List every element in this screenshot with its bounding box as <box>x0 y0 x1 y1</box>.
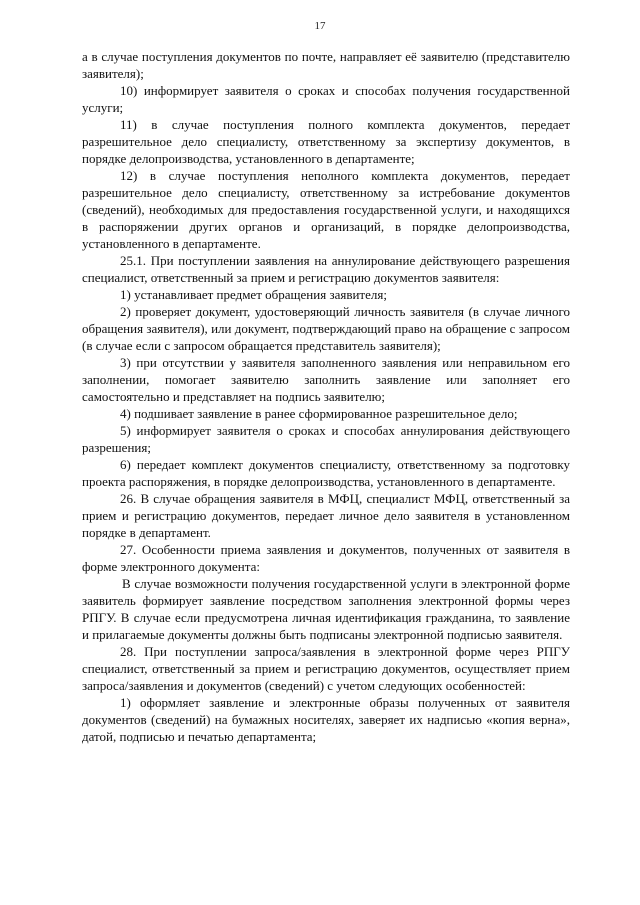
paragraph: 6) передает комплект документов специалисту, ответственному за подготовку проекта распоряжения, в порядке делопроизводства, установленного в департаменте. <box>82 457 570 489</box>
paragraph: 25.1. При поступлении заявления на аннулирование действующего разрешения специалист, ответственный за прием и регистрацию документов заявителя: <box>82 253 570 285</box>
paragraph: 12) в случае поступления неполного комплекта документов, передает разрешительное дело специалисту, ответственному за истребование документов (сведений), необходимых для предоставления государственной услуги, и находящихся в распоряжении других органов и организаций, в порядке делопроизводства, установленного в департаменте. <box>82 168 570 251</box>
paragraph: 3) при отсутствии у заявителя заполненного заявления или неправильном его заполнении, помогает заявителю заполнить заявление или заполняет его самостоятельно и представляет на подпись заявителю; <box>82 355 570 404</box>
paragraph: 28. При поступлении запроса/заявления в электронной форме через РПГУ специалист, ответственный за прием и регистрацию документов, осуществляет прием запроса/заявления и документов (сведений) с учетом следующих особенностей: <box>82 644 570 693</box>
paragraph: а в случае поступления документов по почте, направляет её заявителю (представителю заявителя); <box>82 49 570 81</box>
paragraph: 26. В случае обращения заявителя в МФЦ, специалист МФЦ, ответственный за прием и регистрацию документов, передает личное дело заявителя в установленном порядке в департамент. <box>82 491 570 540</box>
paragraph: 5) информирует заявителя о сроках и способах аннулирования действующего разрешения; <box>82 423 570 455</box>
page-number: 17 <box>314 20 326 32</box>
paragraph: 1) оформляет заявление и электронные образы полученных от заявителя документов (сведений) на бумажных носителях, заверяет их надписью «копия верна», датой, подписью и печатью департамента; <box>82 695 570 744</box>
paragraph: В случае возможности получения государственной услуги в электронной форме заявитель формирует заявление посредством заполнения электронной формы через РПГУ. В случае если предусмотрена личная идентификация гражданина, то заявление и прилагаемые документы должны быть подписаны электронной подписью заявителя. <box>82 576 570 642</box>
paragraph: 2) проверяет документ, удостоверяющий личность заявителя (в случае личного обращения заявителя), или документ, подтверждающий право на обращение с запросом (в случае если с запросом обращается представитель заявителя); <box>82 304 570 353</box>
document-body <box>82 48 570 745</box>
paragraph: 27. Особенности приема заявления и документов, полученных от заявителя в форме электронного документа: <box>82 542 570 574</box>
paragraph: 4) подшивает заявление в ранее сформированное разрешительное дело; <box>120 406 518 421</box>
paragraph: 11) в случае поступления полного комплекта документов, передает разрешительное дело специалисту, ответственному за экспертизу документов, в порядке делопроизводства, установленного в департаменте; <box>82 117 570 166</box>
paragraph: 1) устанавливает предмет обращения заявителя; <box>120 287 387 302</box>
paragraph: 10) информирует заявителя о сроках и способах получения государственной услуги; <box>82 83 570 115</box>
